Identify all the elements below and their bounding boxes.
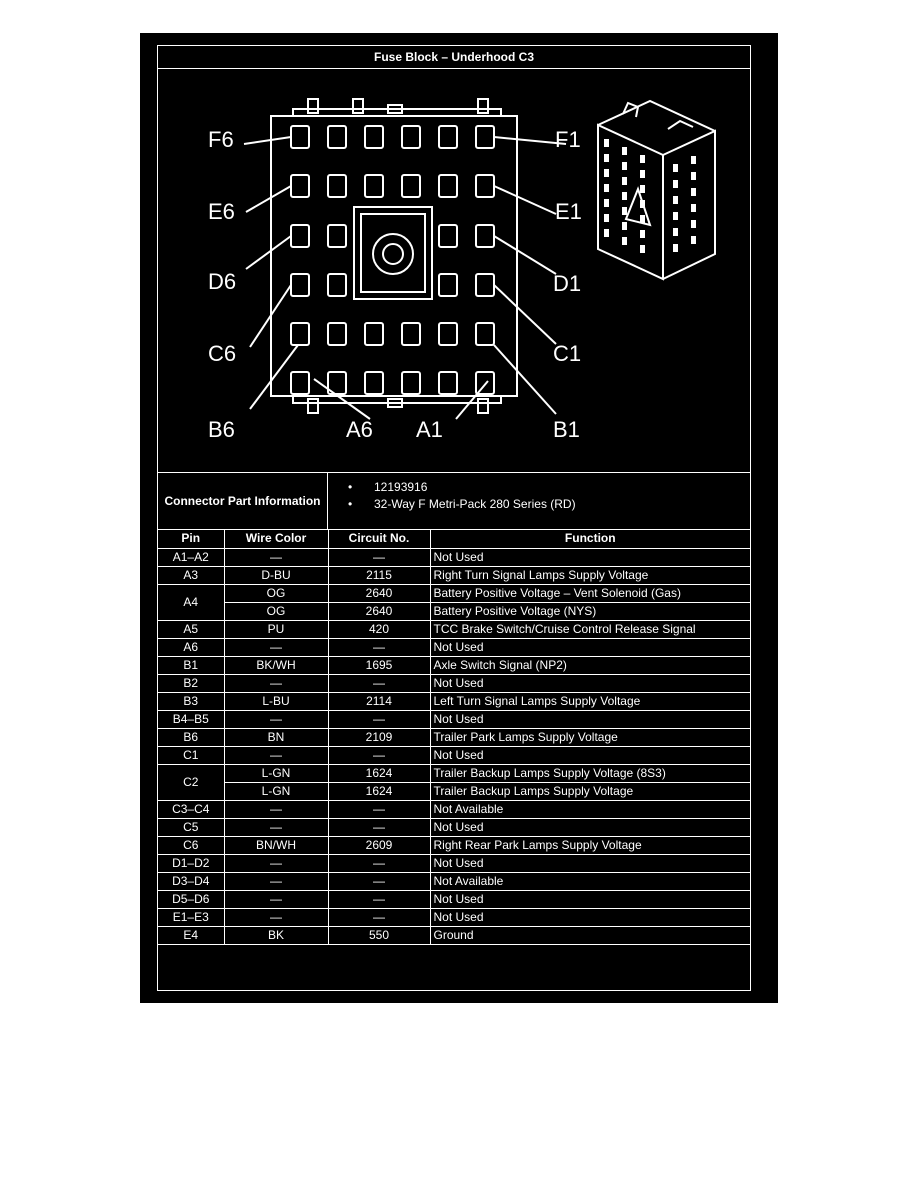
pin-cavity [476,274,494,296]
leader-line [494,345,556,414]
pin-cavity [439,372,457,394]
cell-pin: A6 [158,638,224,656]
table-row [158,728,750,746]
pin-table [158,530,750,945]
pin-label-b6: B6 [208,417,235,442]
pin-label-d6: D6 [208,269,237,294]
iso-pin-cavity [640,215,645,223]
top-tab-right [478,99,488,113]
pin-cavity [476,323,494,345]
cell-pin: C1 [158,746,224,764]
cell-wire-color: — [224,818,328,836]
cell-wire-color: — [224,548,328,566]
pin-cavity [476,175,494,197]
pin-cavity [291,225,309,247]
leader-line [244,137,291,144]
iso-pin-cavity [622,222,627,230]
connector-3d-top [598,101,715,131]
connector-part-info [158,473,750,530]
table-row [158,602,750,620]
iso-pin-cavity [691,204,696,212]
pin-cavity [291,126,309,148]
table-row [158,764,750,782]
top-tab-left [308,99,318,113]
pin-cavity [439,126,457,148]
cell-wire-color: L-GN [224,764,328,782]
table-row [158,620,750,638]
cell-circuit-no: — [328,674,430,692]
iso-pin-cavity [640,155,645,163]
cell-circuit-no: 2640 [328,584,430,602]
cell-circuit-no: 2115 [328,566,430,584]
cell-pin: D3–D4 [158,872,224,890]
pin-cavity [291,274,309,296]
connector-3d-key [626,189,650,225]
pin-cavity [402,323,420,345]
header-circuit-no: Circuit No. [328,530,430,548]
cell-circuit-no: — [328,854,430,872]
cell-wire-color: D-BU [224,566,328,584]
iso-pin-cavity [604,184,609,192]
connector-body [271,116,517,396]
connector-face-svg [158,69,750,473]
cell-function: Not Used [430,638,750,656]
pin-label-c6: C6 [208,341,237,366]
iso-pin-cavity [622,162,627,170]
connector-diagram [158,69,750,473]
cell-function: Not Available [430,872,750,890]
bottom-tab-right [478,399,488,413]
cell-function: TCC Brake Switch/Cruise Control Release Signal [430,620,750,638]
table-row [158,908,750,926]
cell-wire-color: — [224,674,328,692]
pin-cavity [291,323,309,345]
cell-function: Right Turn Signal Lamps Supply Voltage [430,566,750,584]
iso-pin-cavity [622,237,627,245]
cell-function: Trailer Park Lamps Supply Voltage [430,728,750,746]
table-row [158,926,750,944]
cell-function: Trailer Backup Lamps Supply Voltage [430,782,750,800]
leader-line [246,186,291,212]
iso-pin-cavity [673,164,678,172]
cell-function: Not Used [430,818,750,836]
pin-cavity [439,175,457,197]
cell-wire-color: OG [224,584,328,602]
table-row [158,800,750,818]
cell-pin: B2 [158,674,224,692]
iso-pin-cavity [604,154,609,162]
pin-cavity [439,323,457,345]
iso-pin-cavity [604,199,609,207]
pin-cavity [476,126,494,148]
pin-cavity [476,225,494,247]
cell-function: Battery Positive Voltage – Vent Solenoid (Gas) [430,584,750,602]
pin-cavity [328,126,346,148]
iso-pin-cavity [604,229,609,237]
top-tab-mid [353,99,363,113]
pin-cavity [402,175,420,197]
cell-pin: A1–A2 [158,548,224,566]
cell-function: Axle Switch Signal (NP2) [430,656,750,674]
connector-part-info-list [348,479,576,513]
bottom-tab-left [308,399,318,413]
table-row [158,656,750,674]
document-sheet [140,33,778,1003]
cell-wire-color: OG [224,602,328,620]
connector-3d-cavities [604,139,696,253]
cell-circuit-no: — [328,872,430,890]
iso-pin-cavity [604,214,609,222]
cell-wire-color: BK/WH [224,656,328,674]
pin-label-d1: D1 [553,271,582,296]
leader-line [494,186,556,214]
cell-circuit-no: — [328,548,430,566]
cell-pin: A3 [158,566,224,584]
table-row [158,746,750,764]
iso-pin-cavity [691,220,696,228]
leader-line [314,379,370,419]
pin-cavity [402,372,420,394]
pin-label-a6: A6 [346,417,373,442]
table-row [158,692,750,710]
cell-pin: B4–B5 [158,710,224,728]
pin-cavity [328,225,346,247]
cell-circuit-no: — [328,746,430,764]
pin-label-b1: B1 [553,417,580,442]
part-number: • 12193916 [348,479,576,496]
cell-circuit-no: 2109 [328,728,430,746]
pin-cavities [291,126,494,394]
pin-cavity [328,274,346,296]
connector-3d-side [663,131,715,279]
part-description: • 32-Way F Metri-Pack 280 Series (RD) [348,496,576,513]
cell-function: Not Available [430,800,750,818]
pin-cavity [439,274,457,296]
iso-pin-cavity [673,180,678,188]
pin-cavity [328,323,346,345]
pin-label-f1: F1 [555,127,581,152]
pin-labels [208,127,582,442]
cell-wire-color: — [224,854,328,872]
cell-function: Not Used [430,908,750,926]
cell-circuit-no: — [328,818,430,836]
cell-pin: D1–D2 [158,854,224,872]
cell-pin: E1–E3 [158,908,224,926]
cell-pin: C2 [158,764,224,800]
cell-function: Battery Positive Voltage (NYS) [430,602,750,620]
pin-cavity [291,175,309,197]
page-title: Fuse Block – Underhood C3 [158,46,750,69]
iso-pin-cavity [691,172,696,180]
cell-wire-color: — [224,800,328,818]
center-hub-frame [354,207,432,299]
cell-circuit-no: 2114 [328,692,430,710]
center-hub-core [383,244,403,264]
iso-pin-cavity [640,170,645,178]
iso-pin-cavity [673,212,678,220]
table-row [158,566,750,584]
connector-part-info-label: Connector Part Information [158,473,328,529]
cell-pin: C5 [158,818,224,836]
iso-pin-cavity [622,207,627,215]
iso-pin-cavity [622,177,627,185]
iso-pin-cavity [622,147,627,155]
cell-circuit-no: 2609 [328,836,430,854]
iso-pin-cavity [691,156,696,164]
cell-function: Not Used [430,746,750,764]
cell-circuit-no: 1624 [328,764,430,782]
iso-pin-cavity [640,200,645,208]
cell-circuit-no: 1695 [328,656,430,674]
leader-line [494,285,556,344]
table-row [158,782,750,800]
iso-pin-cavity [673,196,678,204]
cell-function: Ground [430,926,750,944]
cell-pin: D5–D6 [158,890,224,908]
pin-cavity [291,372,309,394]
table-row [158,872,750,890]
cell-function: Trailer Backup Lamps Supply Voltage (8S3) [430,764,750,782]
iso-pin-cavity [673,228,678,236]
pin-cavity [402,126,420,148]
cell-circuit-no: 1624 [328,782,430,800]
iso-pin-cavity [691,236,696,244]
cell-circuit-no: — [328,890,430,908]
table-row [158,710,750,728]
cell-function: Right Rear Park Lamps Supply Voltage [430,836,750,854]
cell-function: Not Used [430,890,750,908]
table-row [158,836,750,854]
pin-label-f6: F6 [208,127,234,152]
iso-pin-cavity [691,188,696,196]
cell-pin: E4 [158,926,224,944]
table-row [158,548,750,566]
pin-label-e6: E6 [208,199,235,224]
table-row [158,584,750,602]
cell-wire-color: L-BU [224,692,328,710]
cell-pin: B1 [158,656,224,674]
connector-face-outline [271,99,517,413]
cell-function: Not Used [430,674,750,692]
cell-wire-color: — [224,638,328,656]
iso-pin-cavity [604,169,609,177]
cell-function: Not Used [430,710,750,728]
cell-pin: A5 [158,620,224,638]
table-row [158,854,750,872]
cell-pin: B3 [158,692,224,710]
table-row [158,890,750,908]
cell-wire-color: L-GN [224,782,328,800]
cell-circuit-no: — [328,638,430,656]
cell-circuit-no: — [328,800,430,818]
connector-3d-illustration [598,101,715,279]
cell-function: Not Used [430,548,750,566]
table-row [158,818,750,836]
connector-3d-rib [668,121,693,129]
iso-pin-cavity [640,230,645,238]
pin-label-a1: A1 [416,417,443,442]
cell-circuit-no: 420 [328,620,430,638]
pin-cavity [439,225,457,247]
cell-pin: C6 [158,836,224,854]
cell-wire-color: — [224,890,328,908]
cell-circuit-no: — [328,710,430,728]
cell-wire-color: — [224,872,328,890]
pin-cavity [328,175,346,197]
cell-wire-color: — [224,908,328,926]
iso-pin-cavity [640,245,645,253]
pin-cavity [365,126,383,148]
iso-pin-cavity [622,192,627,200]
header-wire-color: Wire Color [224,530,328,548]
cell-pin: B6 [158,728,224,746]
cell-wire-color: — [224,746,328,764]
document-frame [157,45,751,991]
table-row [158,674,750,692]
pin-table-header [158,530,750,548]
cell-circuit-no: 550 [328,926,430,944]
iso-pin-cavity [673,244,678,252]
pin-table-body [158,548,750,944]
cell-pin: C3–C4 [158,800,224,818]
iso-pin-cavity [640,185,645,193]
cell-pin: A4 [158,584,224,620]
cell-wire-color: PU [224,620,328,638]
pin-label-e1: E1 [555,199,582,224]
cell-circuit-no: — [328,908,430,926]
header-function: Function [430,530,750,548]
center-hub-inner [361,214,425,292]
header-pin: Pin [158,530,224,548]
pin-cavity [365,323,383,345]
cell-wire-color: BN/WH [224,836,328,854]
cell-wire-color: BK [224,926,328,944]
cell-circuit-no: 2640 [328,602,430,620]
pin-cavity [365,372,383,394]
pin-cavity [365,175,383,197]
iso-pin-cavity [604,139,609,147]
center-hub-ring [373,234,413,274]
cell-wire-color: BN [224,728,328,746]
table-row [158,638,750,656]
leader-line [246,236,291,269]
leader-line [494,236,556,274]
pin-label-c1: C1 [553,341,582,366]
cell-function: Left Turn Signal Lamps Supply Voltage [430,692,750,710]
cell-function: Not Used [430,854,750,872]
cell-wire-color: — [224,710,328,728]
